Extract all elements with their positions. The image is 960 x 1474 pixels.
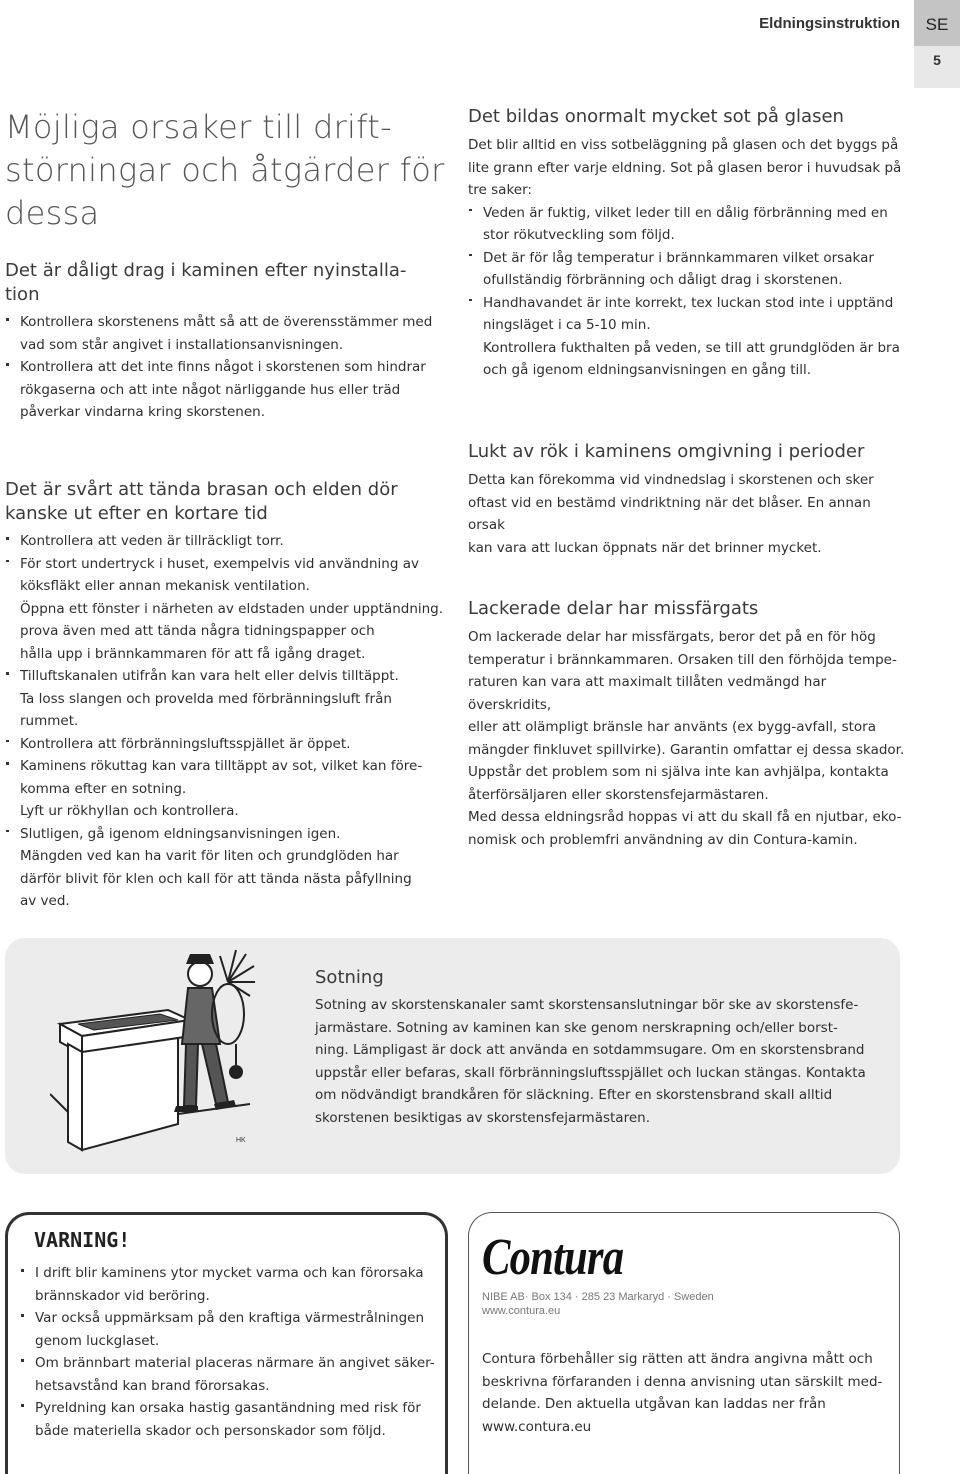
language-badge: SE	[914, 0, 960, 46]
bullet-list	[20, 1262, 440, 1442]
list-item: Kontrollera att det inte finns något i skorstenen som hindrar rökgaserna och att inte något närliggande hus eller träd påverkar vindarna kring skorstenen.	[5, 356, 445, 424]
paragraph: Sotning av skorstenskanaler samt skorstensanslutningar bör ske av skorstensfe- jarmästare. Sotning av kaminen kan ske genom nerskrapning och/eller borst- ning. Lämpligast är dock att använda en sotdammsugare. Om en skorstensbrand uppstår eller befaras, skall förbränningsluftsspjället och luckan stängas. Kontakta om nödvändigt brandkåren för släckning. Efter en skorstensbrand skall alltid skorstenen besiktigas av skorstensfejarmästaren.	[315, 997, 866, 1126]
list-item: Det är för låg temperatur i brännkammaren vilket orsakar ofullständig förbränning och dåligt drag i skorstenen.	[468, 247, 908, 292]
paragraph: Detta kan förekomma vid vindnedslag i skorstenen och sker oftast vid en bestämd vindriktning när det blåser. En annan orsak kan vara att luckan öppnats när det brinner mycket.	[468, 472, 874, 556]
list-item: Om brännbart material placeras närmare än angivet säker- hetsavstånd kan brand förorsakas.	[20, 1352, 440, 1397]
list-item-note: Mängden ved kan ha varit för liten och grundglöden har därför blivit för klen och kall för att tända nästa påfyllning av ved.	[20, 848, 412, 909]
list-item-note: Öppna ett fönster i närheten av eldstaden under upptändning. prova även med att tända några tidningspapper och hålla upp i brännkammaren för att få igång draget.	[20, 600, 444, 662]
section-heading: Lukt av rök i kaminens omgivning i perioder	[468, 441, 865, 462]
chimney-sweep-illustration	[50, 944, 260, 1168]
main-title-line: dessa	[5, 194, 100, 232]
list-item: Handhavandet är inte korrekt, tex luckan stod inte i upptänd ningsläget i ca 5-10 min.	[468, 292, 908, 337]
section-heading: Det bildas onormalt mycket sot på glasen	[468, 106, 844, 127]
page-number: 5	[933, 52, 941, 68]
main-title-line: Möjliga orsaker till drift-	[5, 108, 392, 146]
bullet-list	[468, 202, 908, 337]
warning-content	[20, 1228, 440, 1442]
section-lighting	[5, 478, 445, 913]
header-title: Eldningsinstruktion	[759, 15, 900, 32]
list-item: Kaminens rökuttag kan vara tilltäppt av sot, vilket kan före- komma efter en sotning.	[5, 755, 445, 800]
list-item: Kontrollera att veden är tillräckligt torr.	[5, 530, 445, 553]
bullet-list	[5, 665, 445, 688]
list-item: Kontrollera skorstenens mått så att de överensstämmer med vad som står angivet i installationsanvisningen.	[5, 311, 445, 356]
section-soot	[468, 105, 908, 382]
section-heading: Det är svårt att tända brasan och elden dör	[5, 479, 398, 500]
list-item: Kontrollera att förbränningsluftsspjället är öppet.	[5, 733, 445, 756]
paragraph: Om lackerade delar har missfärgats, beror det på en för hög temperatur i brännkammaren. Orsaken till den förhöjda tempe- raturen kan vara att maximalt tillåten vedmängd har överskridits, eller att olämpligt bränsle har använts (ex bygg-avfall, stora mängder finkluvet spillvirke). Garantin omfattar ej dessa skador. Uppstår det problem som ni själva inte kan avhjälpa, kontakta återförsäljaren eller skorstensfejarmästaren. Med dessa eldningsråd hoppas vi att du skall få en njutbar, eko- nomisk och problemfri användning av din Contura-kamin.	[468, 629, 905, 848]
section-smoke-smell	[468, 440, 908, 559]
bullet-list	[5, 823, 445, 846]
main-title-line: störningar och åtgärder för	[5, 151, 445, 189]
bullet-list	[5, 530, 445, 598]
list-item: Slutligen, gå igenom eldningsanvisningen igen.	[5, 823, 445, 846]
list-item: Tilluftskanalen utifrån kan vara helt eller delvis tilltäppt.	[5, 665, 445, 688]
section-heading: tion	[5, 284, 40, 305]
contura-logo: Contura	[482, 1229, 624, 1286]
section-discoloration	[468, 597, 908, 851]
company-website[interactable]: www.contura.eu	[482, 1305, 561, 1317]
warning-title: VARNING!	[34, 1228, 131, 1252]
section-heading: Sotning	[315, 967, 384, 988]
section-heading: Det är dåligt drag i kaminen efter nyinstalla-	[5, 260, 407, 281]
list-item: Veden är fuktig, vilket leder till en dålig förbränning med en stor rökutveckling som följd.	[468, 202, 908, 247]
section-heading: kanske ut efter en kortare tid	[5, 503, 268, 524]
bullet-list	[5, 733, 445, 801]
section-heading: Lackerade delar har missfärgats	[468, 598, 759, 619]
paragraph: Det blir alltid en viss sotbeläggning på glasen och det byggs på lite grann efter varje eldning. Sot på glasen beror i huvudsak på tre saker:	[468, 137, 902, 198]
list-item-note: Kontrollera fukthalten på veden, se till att grundglöden är bra och gå igenom eldningsanvisningen en gång till.	[483, 339, 900, 378]
main-title	[5, 106, 445, 235]
list-item: Var också uppmärksam på den kraftiga värmestrålningen genom luckglaset.	[20, 1307, 440, 1352]
illustration-signature: HK	[236, 1137, 246, 1144]
list-item-note: Lyft ur rökhyllan och kontrollera.	[20, 803, 239, 819]
section-draft	[5, 259, 445, 424]
list-item: Pyreldning kan orsaka hastig gasantändning med risk för både materiella skador och personskador som följd.	[20, 1397, 440, 1442]
list-item: För stort undertryck i huset, exempelvis vid användning av köksfläkt eller annan mekanisk ventilation.	[5, 553, 445, 598]
bullet-list	[5, 311, 445, 424]
company-address: NIBE AB· Box 134 · 285 23 Markaryd · Sweden	[482, 1291, 714, 1303]
disclaimer-text: Contura förbehåller sig rätten att ändra angivna mått och beskrivna förfaranden i denna anvisning utan särskilt med- delande. Den aktuella utgåvan kan laddas ner från www.contura.eu	[482, 1351, 883, 1435]
section-sotning	[315, 966, 895, 1129]
list-item: I drift blir kaminens ytor mycket varma och kan förorsaka brännskador vid beröring.	[20, 1262, 440, 1307]
list-item-note: Ta loss slangen och provelda med förbränningsluft från rummet.	[20, 690, 392, 729]
